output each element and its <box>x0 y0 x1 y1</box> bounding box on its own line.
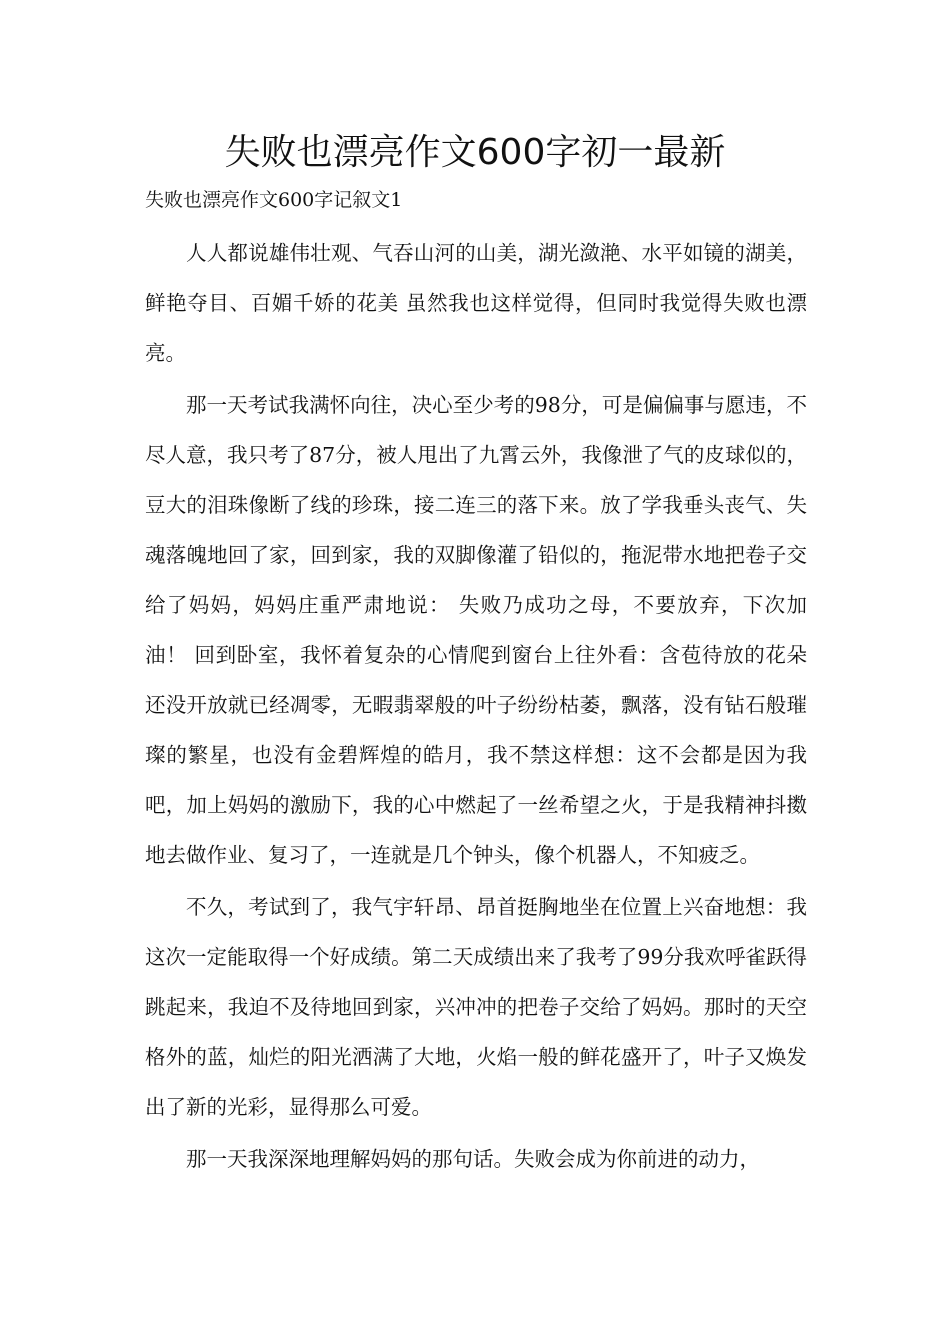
paragraph: 那一天考试我满怀向往，决心至少考的98分，可是偏偏事与愿违，不尽人意，我只考了87分，被人甩出了九霄云外，我像泄了气的皮球似的，豆大的泪珠像断了线的珍珠，接二连三的落下来。放了学我垂头丧气、失魂落魄地回了家，回到家，我的双脚像灌了铅似的，拖泥带水地把卷子交给了妈妈，妈妈庄重严肃地说： 失败乃成功之母，不要放弃，下次加油！ 回到卧室，我怀着复杂的心情爬到窗台上往外看：含苞待放的花朵还没开放就已经凋零，无暇翡翠般的叶子纷纷枯萎，飘落，没有钻石般璀璨的繁星，也没有金碧辉煌的皓月，我不禁这样想：这不会都是因为我吧，加上妈妈的激励下，我的心中燃起了一丝希望之火，于是我精神抖擞地去做作业、复习了，一连就是几个钟头，像个机器人，不知疲乏。 <box>145 393 807 867</box>
document-subtitle: 失败也漂亮作文600字记叙文1 <box>145 189 403 211</box>
document-title: 失败也漂亮作文600字初一最新 <box>224 132 726 173</box>
paragraph: 人人都说雄伟壮观、气吞山河的山美，湖光潋滟、水平如镜的湖美，鲜艳夺目、百媚千娇的花美 虽然我也这样觉得，但同时我觉得失败也漂亮。 <box>145 241 807 365</box>
paragraph: 那一天我深深地理解妈妈的那句话。失败会成为你前进的动力， <box>186 1147 760 1171</box>
document-body <box>145 228 807 1186</box>
paragraph: 不久，考试到了，我气宇轩昂、昂首挺胸地坐在位置上兴奋地想：我这次一定能取得一个好成绩。第二天成绩出来了我考了99分我欢呼雀跃得跳起来，我迫不及待地回到家，兴冲冲的把卷子交给了妈妈。那时的天空格外的蓝，灿烂的阳光洒满了大地，火焰一般的鲜花盛开了，叶子又焕发出了新的光彩，显得那么可爱。 <box>145 895 807 1119</box>
